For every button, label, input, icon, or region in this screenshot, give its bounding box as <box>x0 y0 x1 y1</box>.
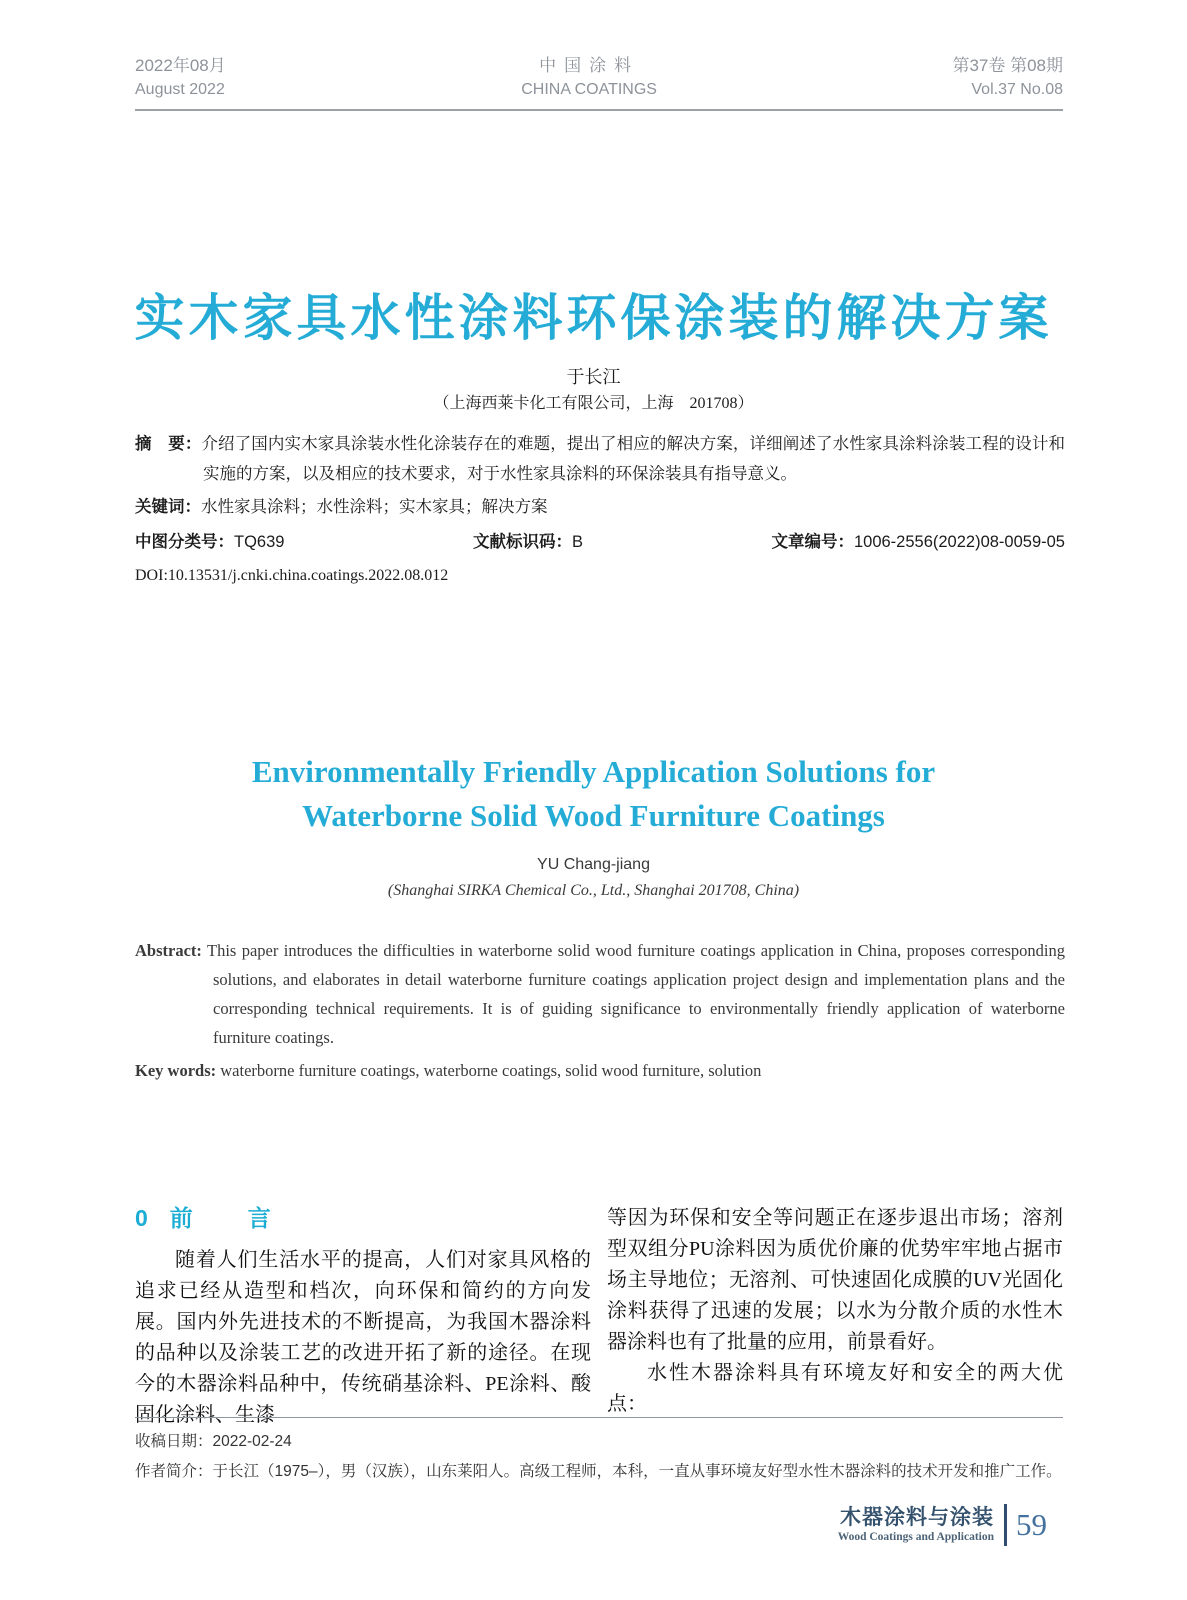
article-title-en-line2: Waterborne Solid Wood Furniture Coatings <box>302 798 885 833</box>
abstract-label-cn: 摘 要： <box>135 435 202 453</box>
article-title-cn: 实木家具水性涂料环保涂装的解决方案 <box>134 290 1053 346</box>
masthead-issue <box>952 54 1063 102</box>
body-column-left <box>135 1203 591 1431</box>
keywords-text-cn: 水性家具涂料；水性涂料；实木家具；解决方案 <box>201 498 548 516</box>
masthead-date <box>135 54 226 102</box>
clc-number: 中图分类号：TQ639 <box>135 533 285 551</box>
section-0-number: 0 <box>135 1205 148 1231</box>
masthead-date-cn: 2022年08月 <box>135 56 226 75</box>
english-meta-block <box>135 936 1065 1085</box>
author-cn: 于长江 <box>566 367 621 387</box>
masthead-date-en: August 2022 <box>135 81 225 98</box>
masthead-issue-en: Vol.37 No.08 <box>971 81 1063 98</box>
abstract-label-en: Abstract: <box>135 941 202 960</box>
masthead-issue-cn: 第37卷 第08期 <box>952 56 1063 75</box>
article-title-en-line1: Environmentally Friendly Application Solutions for <box>251 754 936 789</box>
author-bio-line: 作者简介：于长江（1975–），男（汉族），山东莱阳人。高级工程师，本科，一直从事环境友好型水性木器涂料的技术开发和推广工作。 <box>135 1463 1062 1480</box>
author-en: YU Chang-jiang <box>537 856 650 873</box>
body-paragraph-left: 随着人们生活水平的提高，人们对家具风格的追求已经从造型和档次，向环保和简约的方向发展。国内外先进技术的不断提高，为我国木器涂料的品种以及涂装工艺的改进开拓了新的途径。在现今的木器涂料品种中，传统硝基涂料、PE涂料、酸固化涂料、生漆 <box>135 1249 591 1426</box>
keywords-cn <box>135 492 1065 522</box>
body-paragraph-right-1: 等因为环保和安全等问题正在逐步退出市场；溶剂型双组分PU涂料因为质优价廉的优势牢牢地占据市场主导地位；无溶剂、可快速固化成膜的UV光固化涂料获得了迅速的发展；以水为分散介质的水性木器涂料也有了批量的应用，前景看好。 <box>607 1207 1063 1353</box>
received-date-line: 收稿日期：2022-02-24 <box>135 1433 292 1450</box>
article-title-en <box>0 750 1187 838</box>
chinese-meta-block <box>135 429 1065 591</box>
keywords-label-cn: 关键词： <box>135 498 201 516</box>
masthead-journal-cn: 中国涂料 <box>539 56 640 75</box>
keywords-text-en: waterborne furniture coatings, waterborne coatings, solid wood furniture, solution <box>220 1061 762 1080</box>
article-id: 文章编号：1006-2556(2022)08-0059-05 <box>771 533 1065 551</box>
affiliation-en: (Shanghai SIRKA Chemical Co., Ltd., Shanghai 201708, China) <box>387 882 800 899</box>
keywords-label-en: Key words: <box>135 1061 217 1080</box>
doi: DOI:10.13531/j.cnki.china.coatings.2022.08.012 <box>135 567 449 584</box>
keywords-en <box>135 1056 1065 1085</box>
affiliation-cn: （上海西莱卡化工有限公司，上海 201708） <box>433 395 754 412</box>
abstract-en <box>135 936 1065 1052</box>
abstract-text-en: This paper introduces the difficulties in waterborne solid wood furniture coatings application in China, proposes corresponding solutions, and elaborates in detail waterborne furniture coatings application project design and implementation plans and the corresponding technical requirements. It is of guiding significance to environmentally friendly application of waterborne furniture coatings. <box>207 941 1066 1047</box>
abstract-cn <box>135 429 1065 489</box>
section-0-heading <box>135 1203 591 1234</box>
classification-row <box>135 527 1065 557</box>
body-paragraph-right-2: 水性木器涂料具有环境友好和安全的两大优点： <box>607 1362 1063 1415</box>
column-name-en: Wood Coatings and Application <box>837 1530 994 1543</box>
abstract-text-cn: 介绍了国内实木家具涂装水性化涂装存在的难题，提出了相应的解决方案，详细阐述了水性家具涂料涂装工程的设计和实施的方案，以及相应的技术要求，对于水性家具涂料的环保涂装具有指导意义。 <box>201 435 1066 483</box>
column-name <box>838 1506 994 1545</box>
document-code: 文献标识码：B <box>472 533 583 551</box>
masthead-journal <box>521 54 657 102</box>
page-marker <box>838 1504 1047 1546</box>
column-name-cn: 木器涂料与涂装 <box>840 1505 994 1529</box>
page-marker-divider <box>1004 1504 1007 1546</box>
masthead <box>135 54 1063 111</box>
footnote-block <box>135 1417 1063 1487</box>
masthead-journal-en: CHINA COATINGS <box>521 81 657 98</box>
body-column-right <box>607 1203 1063 1420</box>
page-number: 59 <box>1016 1507 1047 1542</box>
section-0-title: 前 言 <box>169 1205 287 1231</box>
